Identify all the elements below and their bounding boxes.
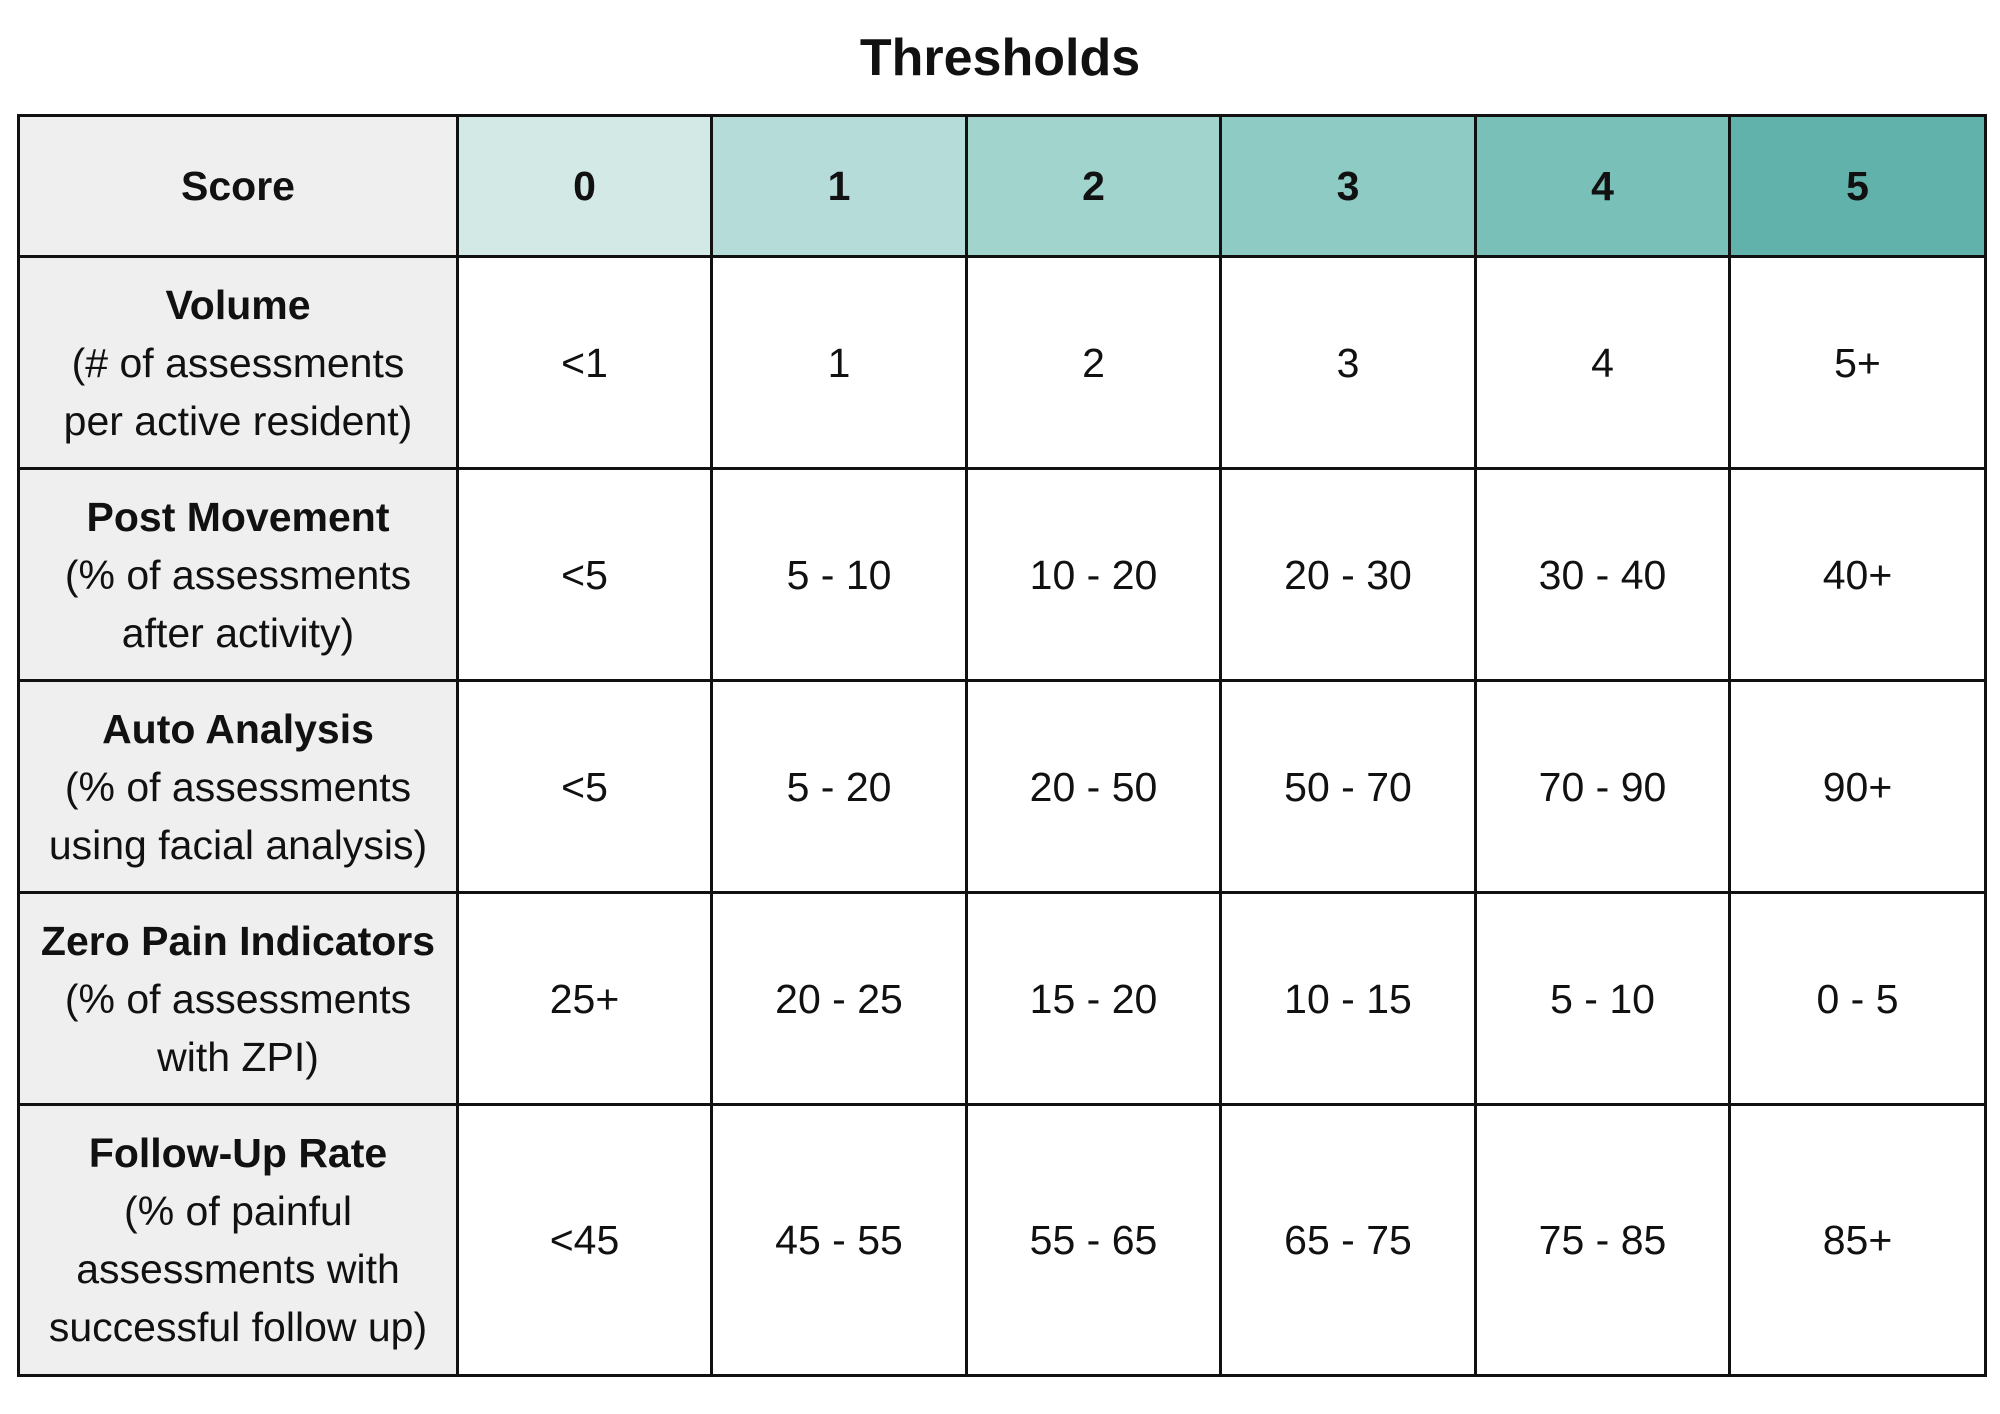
threshold-cell: 25+ bbox=[458, 893, 712, 1105]
table-row bbox=[19, 469, 1986, 681]
level-header-0: 0 bbox=[458, 116, 712, 257]
threshold-cell: 5 - 10 bbox=[1476, 893, 1730, 1105]
metric-description: (% of assessments bbox=[64, 975, 412, 1022]
level-header-2: 2 bbox=[967, 116, 1221, 257]
metric-name: Post Movement bbox=[86, 493, 390, 540]
metric-cell-zero-pain-indicators bbox=[19, 893, 458, 1105]
threshold-cell: 1 bbox=[712, 257, 967, 469]
level-header-4: 4 bbox=[1476, 116, 1730, 257]
metric-name: Volume bbox=[165, 281, 311, 328]
threshold-cell: <1 bbox=[458, 257, 712, 469]
level-header-5: 5 bbox=[1730, 116, 1986, 257]
table-row bbox=[19, 681, 1986, 893]
threshold-cell: 50 - 70 bbox=[1221, 681, 1476, 893]
metric-description: with ZPI) bbox=[157, 1033, 319, 1080]
table-title: Thresholds bbox=[859, 29, 1141, 87]
threshold-cell: 20 - 50 bbox=[967, 681, 1221, 893]
threshold-cell: 45 - 55 bbox=[712, 1105, 967, 1376]
score-header: Score bbox=[19, 116, 458, 257]
thresholds-table bbox=[17, 114, 1987, 1377]
threshold-cell: 15 - 20 bbox=[967, 893, 1221, 1105]
metric-cell-post-movement bbox=[19, 469, 458, 681]
threshold-cell: 20 - 30 bbox=[1221, 469, 1476, 681]
metric-name: Zero Pain Indicators bbox=[40, 917, 436, 964]
metric-cell-follow-up-rate bbox=[19, 1105, 458, 1376]
threshold-cell: 5 - 20 bbox=[712, 681, 967, 893]
metric-description: per active resident) bbox=[63, 397, 413, 444]
threshold-cell: 75 - 85 bbox=[1476, 1105, 1730, 1376]
table-row bbox=[19, 257, 1986, 469]
table-row bbox=[19, 1105, 1986, 1376]
threshold-cell: 0 - 5 bbox=[1730, 893, 1986, 1105]
metric-cell-volume bbox=[19, 257, 458, 469]
threshold-cell: 2 bbox=[967, 257, 1221, 469]
threshold-cell: 20 - 25 bbox=[712, 893, 967, 1105]
metric-description: successful follow up) bbox=[48, 1304, 428, 1350]
threshold-cell: 55 - 65 bbox=[967, 1105, 1221, 1376]
metric-description: after activity) bbox=[121, 609, 355, 656]
metric-description: (% of assessments bbox=[64, 763, 412, 810]
level-header-1: 1 bbox=[712, 116, 967, 257]
threshold-cell: 70 - 90 bbox=[1476, 681, 1730, 893]
threshold-cell: 5+ bbox=[1730, 257, 1986, 469]
level-header-3: 3 bbox=[1221, 116, 1476, 257]
threshold-cell: 65 - 75 bbox=[1221, 1105, 1476, 1376]
threshold-cell: 40+ bbox=[1730, 469, 1986, 681]
metric-description: assessments with bbox=[76, 1246, 400, 1292]
metric-description: (% of painful bbox=[124, 1188, 352, 1234]
metric-name: Auto Analysis bbox=[102, 705, 374, 752]
header-row bbox=[19, 116, 1986, 257]
threshold-cell: <5 bbox=[458, 469, 712, 681]
metric-name: Follow-Up Rate bbox=[88, 1130, 388, 1176]
threshold-cell: 30 - 40 bbox=[1476, 469, 1730, 681]
threshold-cell: 5 - 10 bbox=[712, 469, 967, 681]
threshold-cell: <45 bbox=[458, 1105, 712, 1376]
threshold-cell: 10 - 15 bbox=[1221, 893, 1476, 1105]
threshold-cell: 85+ bbox=[1730, 1105, 1986, 1376]
table-row bbox=[19, 893, 1986, 1105]
metric-description: (% of assessments bbox=[64, 551, 412, 598]
threshold-cell: 4 bbox=[1476, 257, 1730, 469]
threshold-cell: 3 bbox=[1221, 257, 1476, 469]
metric-cell-auto-analysis bbox=[19, 681, 458, 893]
threshold-cell: 10 - 20 bbox=[967, 469, 1221, 681]
metric-description: using facial analysis) bbox=[48, 821, 428, 868]
threshold-cell: 90+ bbox=[1730, 681, 1986, 893]
threshold-cell: <5 bbox=[458, 681, 712, 893]
metric-description: (# of assessments bbox=[71, 339, 405, 386]
